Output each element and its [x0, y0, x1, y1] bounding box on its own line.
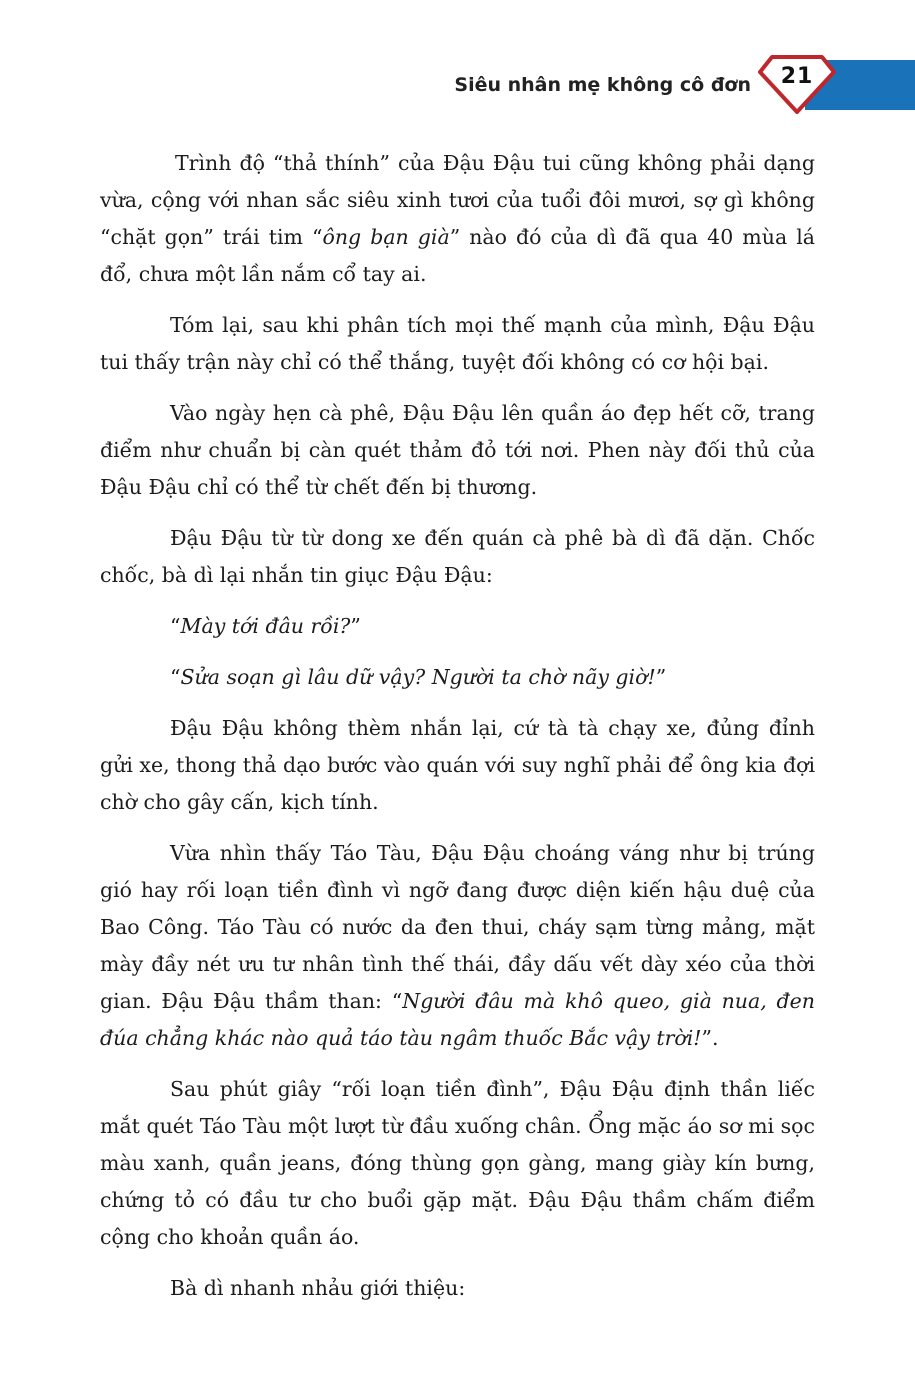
page-body	[100, 145, 815, 1321]
page-number: 21	[780, 64, 814, 89]
paragraph: Sau phút giây “rối loạn tiền đình”, Đậu Đậu định thần liếc mắt quét Táo Tàu một lượt từ đầu xuống chân. Ổng mặc áo sơ mi sọc màu xanh, quần jeans, đóng thùng gọn gàng, mang giày kín bưng, chứng tỏ có đầu tư cho buổi gặp mặt. Đậu Đậu thầm chấm điểm cộng cho khoản quần áo.	[100, 1077, 815, 1249]
book-title: Siêu nhân mẹ không cô đơn	[454, 74, 751, 96]
paragraph: Đậu Đậu từ từ dong xe đến quán cà phê bà dì đã dặn. Chốc chốc, bà dì lại nhắn tin giục Đậu Đậu:	[100, 526, 815, 587]
paragraph: Đậu Đậu không thèm nhắn lại, cứ tà tà chạy xe, đủng đỉnh gửi xe, thong thả dạo bước vào quán với suy nghĩ phải để ông kia đợi chờ cho gây cấn, kịch tính.	[100, 716, 815, 814]
paragraph: Vừa nhìn thấy Táo Tàu, Đậu Đậu choáng váng như bị trúng gió hay rối loạn tiền đình vì ngỡ đang được diện kiến hậu duệ của Bao Công. Táo Tàu có nước da đen thui, cháy sạm từng mảng, mặt mày đầy nét ưu tư nhân tình thế thái, đầy dấu vết dày xéo của thời gian. Đậu Đậu thầm than: “Người đâu mà khô queo, già nua, đen đúa chẳng khác nào quả táo tàu ngâm thuốc Bắc vậy trời!”.	[100, 841, 815, 1050]
page-number-badge	[758, 54, 836, 116]
paragraph: Tóm lại, sau khi phân tích mọi thế mạnh của mình, Đậu Đậu tui thấy trận này chỉ có thể thắng, tuyệt đối không có cơ hội bại.	[100, 313, 815, 374]
paragraph: Trình độ “thả thính” của Đậu Đậu tui cũng không phải dạng vừa, cộng với nhan sắc siêu xinh tươi của tuổi đôi mươi, sợ gì không “chặt gọn” trái tim “ông bạn già” nào đó của dì đã qua 40 mùa lá đổ, chưa một lần nắm cổ tay ai.	[100, 151, 815, 286]
dialogue-line: “Mày tới đâu rồi?”	[170, 614, 361, 638]
paragraph: Vào ngày hẹn cà phê, Đậu Đậu lên quần áo đẹp hết cỡ, trang điểm như chuẩn bị càn quét thảm đỏ tới nơi. Phen này đối thủ của Đậu Đậu chỉ có thể từ chết đến bị thương.	[100, 401, 815, 499]
paragraph: Bà dì nhanh nhảu giới thiệu:	[170, 1276, 466, 1300]
dialogue-line: “Sửa soạn gì lâu dữ vậy? Người ta chờ nãy giờ!”	[170, 665, 667, 689]
running-header	[0, 52, 915, 114]
